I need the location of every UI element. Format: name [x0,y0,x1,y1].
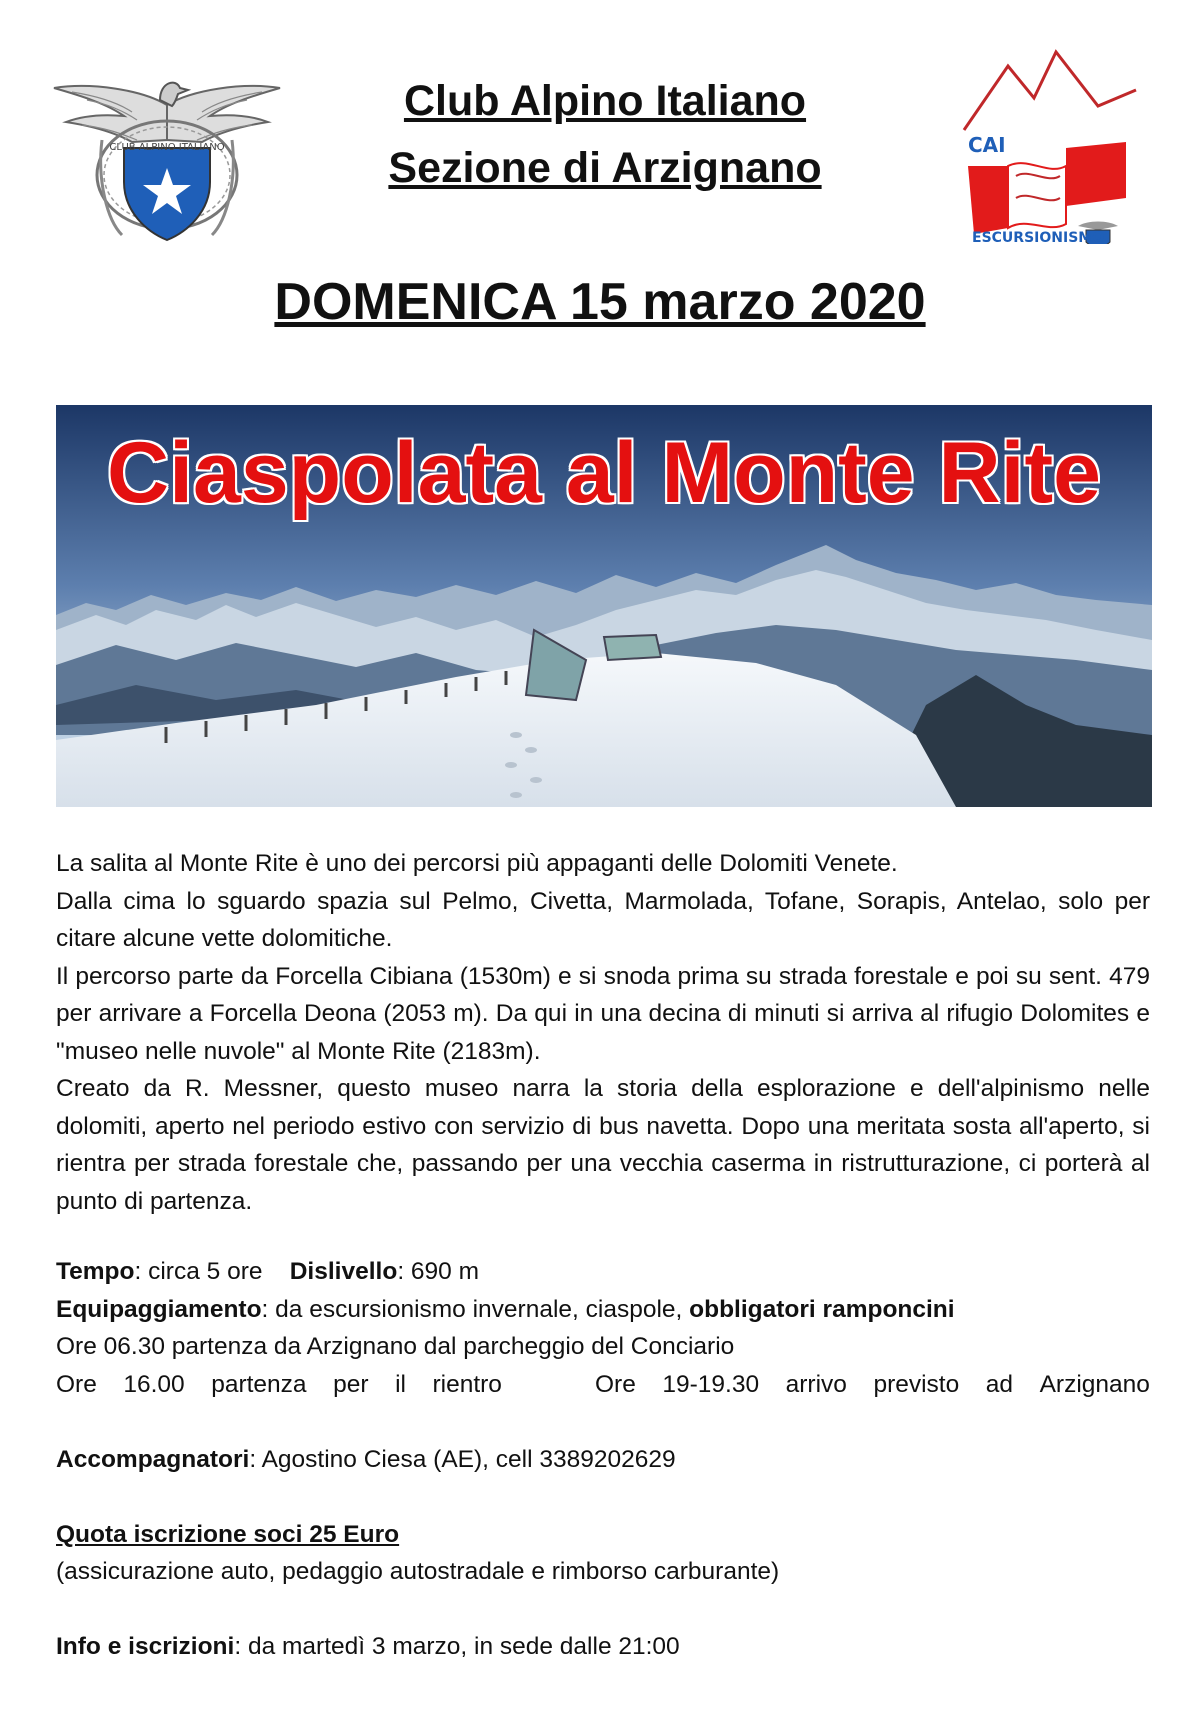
dislivello-label: Dislivello [289,1258,398,1285]
org-section: Sezione di Arzignano [388,144,822,192]
equipment-value: : da escursionismo invernale, ciaspole, [261,1295,690,1323]
event-details [56,1253,1150,1666]
cai-escursionismo-logo [958,48,1138,244]
fee-row [56,1516,1150,1554]
arrival-word: Arzignano [1039,1370,1150,1398]
gap [528,1366,568,1404]
arrival-word: ad [985,1370,1014,1398]
guides-row [56,1441,1150,1479]
equipment-required: obbligatori ramponcini [689,1295,955,1323]
description-paragraph: Dalla cima lo sguardo spazia sul Pelmo, Civetta, Marmolada, Tofane, Sorapis, Antelao, solo per citare alcune vette dolomitiche. [56,887,1150,952]
tempo-label: Tempo [56,1258,135,1285]
hero-photo [56,405,1152,807]
cai-eagle-logo [52,70,282,252]
guides-label: Accompagnatori [56,1445,250,1473]
info-row [56,1628,1150,1666]
description-paragraph: Creato da R. Messner, questo museo narra la storia della esplorazione e dell'alpinismo nelle dolomiti, aperto nel periodo estivo con servizio di bus navetta. Dopo una meritata sosta all'aperto, si rientra per strada forestale che, passando per una vecchia caserma in ristrutturazione, ci porterà al punto di partenza. [56,1075,1150,1215]
info-value: : da martedì 3 marzo, in sede dalle 21:00 [234,1633,680,1660]
return-row [56,1366,1150,1404]
logo-left-label: CLUB ALPINO ITALIANO [109,142,225,153]
return-word: Ore [56,1370,97,1398]
duration-row [56,1253,1150,1291]
logo-right-escursionismo: ESCURSIONISMO [972,230,1105,244]
org-name: Club Alpino Italiano [403,77,807,125]
event-date: DOMENICA 15 marzo 2020 [274,273,926,331]
arrival-word: arrivo [785,1370,847,1398]
guides-value: : Agostino Ciesa (AE), cell 3389202629 [249,1445,676,1473]
fee-label: Quota iscrizione soci 25 Euro [56,1520,400,1548]
return-word: rientro [432,1370,502,1398]
tempo-value: : circa 5 ore [134,1258,263,1285]
return-word: per [333,1370,369,1398]
return-word: il [395,1370,406,1398]
logo-right-cai: CAI [968,133,1006,157]
return-word: 16.00 [123,1370,185,1398]
arrival-word: 19-19.30 [662,1370,760,1398]
return-word: partenza [211,1370,307,1398]
description-paragraph: La salita al Monte Rite è uno dei percorsi più appaganti delle Dolomiti Venete. [56,850,898,877]
departure-row: Ore 06.30 partenza da Arzignano dal parcheggio del Conciario [56,1333,735,1360]
dislivello-value: : 690 m [397,1258,480,1285]
fee-note: (assicurazione auto, pedaggio autostradale e rimborso carburante) [56,1558,780,1585]
photo-title: Ciaspolata al Monte Rite [107,425,1101,521]
equipment-row [56,1291,1150,1329]
description-paragraph: Il percorso parte da Forcella Cibiana (1530m) e si snoda prima su strada forestale e poi su sent. 479 per arrivare a Forcella Deona (2053 m). Da qui in una decina di minuti si arriva al rifugio Dolomites e "museo nelle nuvole" al Monte Rite (2183m). [56,962,1150,1065]
event-description [56,845,1150,1220]
arrival-word: Ore [595,1370,636,1398]
info-label: Info e iscrizioni [56,1633,235,1660]
equipment-label: Equipaggiamento [56,1295,262,1323]
arrival-word: previsto [873,1370,960,1398]
